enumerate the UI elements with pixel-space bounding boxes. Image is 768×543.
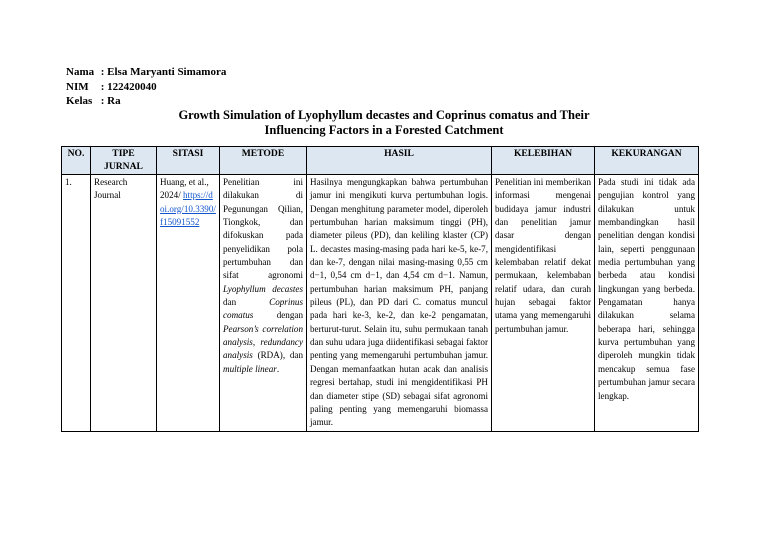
species-2: Coprinus comatus	[223, 297, 303, 321]
metode-text-1: Penelitian ini dilakukan di Pegunungan Qilian, Tiongkok, dan difokuskan pada penyelidikan pola pertumbuhan dan sifat agronomi	[223, 177, 303, 281]
nim-row	[66, 80, 226, 95]
col-header-kelebihan: KELEBIHAN	[492, 147, 595, 175]
title-line-1: Growth Simulation of Lyophyllum decastes and Coprinus comatus and Their	[178, 108, 590, 122]
col-header-no: NO.	[62, 147, 91, 175]
metode-text-3: dengan	[253, 310, 303, 321]
cell-hasil: Hasilnya mengungkapkan bahwa pertumbuhan jamur ini mengikuti kurva pertumbuhan logis. Dengan menghitung parameter model, diperoleh pertumbuhan harian maksimum tinggi (PH), diameter pileus (PD), dan keliling klaster (CP) L. decastes masing-masing pada hari ke-5, ke-7, dan ke-7, dengan nilai masing-masing 0,55 cm d−1, 0,54 cm d−1, dan 4,54 cm d−1. Namun, pertumbuhan harian maksimum PH, panjang pileus (PL), dan PD dari C. comatus muncul pada hari ke-3, ke-2, dan ke-2 pengamatan, berturut-turut. Selain itu, suhu permukaan tanah dan suhu udara juga diidentifikasi sebagai faktor penting yang memengaruhi pertumbuhan jamur. Dengan memanfaatkan hutan acak dan analisis regresi bertahap, studi ini mengidentifikasi PH dan diameter stipe (SD) sebagai sifat agronomi paling penting yang memengaruhi biomassa jamur.	[307, 175, 492, 432]
cell-no: 1.	[62, 175, 91, 432]
method-2: redundancy analysis	[223, 337, 303, 361]
name-row	[66, 65, 226, 80]
metode-text-5: (RDA), dan	[252, 350, 303, 361]
doi-link[interactable]: https://doi.org/10.3390/f15091552	[160, 190, 216, 228]
method-3: multiple linear	[223, 363, 277, 374]
class-label: Kelas	[66, 95, 93, 107]
nim-value: : 122420040	[100, 80, 157, 93]
title-line-2: Influencing Factors in a Forested Catchment	[264, 123, 504, 137]
table-row	[62, 175, 699, 432]
col-header-kekurangan: KEKURANGAN	[595, 147, 699, 175]
cell-kelebihan: Penelitian ini memberikan informasi mengenai budidaya jamur industri dan penelitian jamur dasar dengan mengidentifikasi kelembaban relatif dekat permukaan, kelembaban relatif udara, dan curah hujan sebagai faktor utama yang memengaruhi pertumbuhan jamur.	[492, 175, 595, 432]
citation-text: Huang, et al., 2024/	[160, 177, 209, 201]
name-value: : Elsa Maryanti Simamora	[100, 66, 227, 78]
name-label: Nama	[66, 66, 95, 78]
col-header-sitasi: SITASI	[157, 147, 220, 175]
metode-text-2: dan	[223, 297, 270, 308]
cell-metode	[220, 175, 307, 432]
document-title	[61, 108, 707, 138]
cell-tipe: Research Journal	[91, 175, 157, 432]
student-info	[66, 65, 226, 109]
table-header-row	[62, 147, 699, 175]
metode-text-4: ,	[252, 337, 261, 348]
metode-text-6: .	[276, 363, 280, 374]
method-1: Pearson’s correlation analysis	[223, 323, 303, 348]
class-value: : Ra	[100, 95, 121, 107]
class-row	[66, 94, 226, 109]
col-header-metode: METODE	[220, 147, 307, 175]
col-header-hasil: HASIL	[307, 147, 492, 175]
col-header-tipe: TIPE JURNAL	[91, 147, 157, 175]
nim-label: NIM	[66, 80, 89, 93]
review-table	[61, 146, 699, 432]
cell-sitasi	[157, 175, 220, 432]
cell-kekurangan: Pada studi ini tidak ada pengujian kontrol yang dilakukan untuk membandingkan hasil penelitian dengan kondisi lain, seperti penggunaan media pertumbuhan yang berbeda atau kondisi lingkungan yang berbeda. Pengamatan hanya dilakukan selama beberapa hari, sehingga kurva pertumbuhan yang diperoleh mungkin tidak mencakup semua fase pertumbuhan jamur secara lengkap.	[595, 175, 699, 432]
species-1: Lyophyllum decastes	[223, 283, 303, 294]
